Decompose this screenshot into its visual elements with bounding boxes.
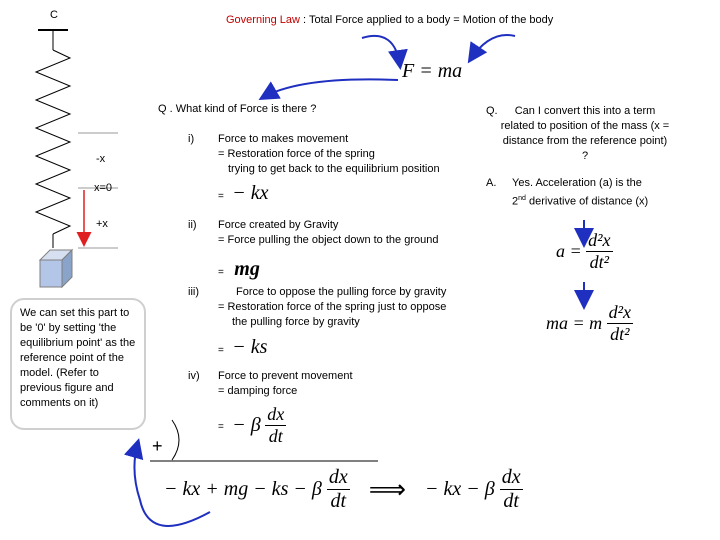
c-label: C: [50, 9, 58, 21]
mass-cube: [40, 250, 72, 287]
force-3-line3: the pulling force by gravity: [232, 316, 360, 328]
force-1-eq-prefix: =: [218, 191, 224, 202]
right-a-ordinal-sup: nd: [518, 195, 526, 202]
force-4-line2: = damping force: [218, 385, 298, 397]
governing-law-label: Governing Law: [226, 14, 300, 26]
question-title: Q . What kind of Force is there ?: [158, 103, 317, 115]
force-3-line2: = Restoration force of the spring just to oppose: [218, 301, 447, 313]
law-arrow-right: [470, 35, 515, 60]
force-2-eq: [218, 258, 260, 281]
force-1-line3: trying to get back to the equilibrium position: [228, 163, 440, 175]
sum-brace: [172, 420, 179, 460]
spring-coil: [36, 50, 70, 234]
force-2-line1: Force created by Gravity: [218, 219, 339, 231]
sum-eq-rhs-num: dx: [501, 466, 521, 488]
force-1-line2: = Restoration force of the spring: [218, 148, 375, 160]
force-1-eq: [218, 182, 269, 205]
governing-law-text: : Total Force applied to a body = Motion of the body: [300, 14, 554, 26]
sum-eq-lhs-den: dt: [330, 490, 347, 512]
note-text: We can set this part to be '0' by setting 'the equilibrium point' as the reference point of the model. (Refer to previous figure and comments on it): [20, 307, 136, 409]
right-a-line2-rest: derivative of distance (x): [525, 195, 649, 208]
force-2-desc: [218, 218, 478, 248]
right-a-text: [512, 176, 682, 210]
sum-plus: +: [152, 436, 163, 456]
force-4-eq-prefix: =: [218, 421, 224, 433]
fma-equation: F = ma: [402, 60, 463, 82]
governing-law: [226, 13, 626, 28]
label-neg-x: -x: [96, 153, 106, 165]
force-accel-eq-den: dt²: [610, 324, 630, 344]
force-4-eq-num: dx: [267, 404, 285, 424]
force-1-desc: [218, 132, 478, 177]
force-2-eq-value: mg: [234, 258, 260, 280]
sum-eq-lhs: − kx + mg − ks − β: [164, 478, 322, 500]
label-x-zero: x=0: [94, 182, 113, 194]
accel-eq-num: d²x: [588, 230, 611, 250]
force-3-number: iii): [188, 286, 199, 298]
implies-arrow: ⟹: [368, 474, 406, 504]
force-3-eq-prefix: =: [218, 345, 224, 356]
law-arrow-left: [362, 36, 400, 66]
force-4-eq-fraction: [265, 404, 286, 447]
force-1-eq-value: − kx: [232, 182, 269, 204]
sum-eq-rhs-fraction: [500, 466, 523, 513]
right-a-label: A.: [486, 177, 497, 189]
force-3-eq-value: − ks: [232, 336, 268, 358]
force-accel-eq-num: d²x: [608, 302, 632, 322]
force-accel-eq-fraction: [607, 302, 633, 345]
question-arrow: [262, 79, 398, 98]
force-4-eq-minus: − β: [232, 414, 261, 436]
right-a-line1: Yes. Acceleration (a) is the: [512, 177, 642, 189]
accel-eq-den: dt²: [589, 252, 610, 272]
sum-eq-lhs-fraction: [327, 466, 350, 513]
force-accel-equation: [546, 302, 633, 345]
force-4-eq-den: dt: [268, 426, 283, 446]
note-box: [10, 298, 146, 430]
force-3-line1: Force to oppose the pulling force by gravity: [236, 286, 447, 298]
force-4-number: iv): [188, 370, 200, 382]
force-4-line1: Force to prevent movement: [218, 370, 353, 382]
force-2-line2: = Force pulling the object down to the ground: [218, 234, 439, 246]
right-a-ordinal: 2: [512, 195, 519, 208]
right-q-text: Can I convert this into a term related to position of the mass (x = distance from the reference point) ?: [500, 105, 670, 162]
right-a-line2: [512, 191, 682, 210]
force-accel-eq-lhs: ma = m: [546, 313, 603, 333]
accel-eq-lhs: a =: [556, 241, 582, 261]
accel-equation: [556, 230, 613, 273]
force-2-number: ii): [188, 219, 197, 231]
label-pos-x: +x: [96, 218, 108, 230]
force-2-eq-prefix: =: [218, 267, 224, 278]
force-1-number: i): [188, 133, 195, 145]
force-3-desc: [218, 285, 478, 330]
force-3-eq: [218, 336, 267, 359]
sum-equation: [164, 466, 523, 513]
force-1-line1: Force to makes movement: [218, 133, 349, 145]
force-4-desc: [218, 369, 478, 399]
accel-eq-fraction: [586, 230, 612, 273]
sum-eq-rhs-den: dt: [503, 490, 519, 512]
sum-eq-lhs-num: dx: [328, 466, 348, 488]
right-q-label: Q.: [486, 105, 498, 117]
force-4-eq: [218, 404, 286, 447]
sum-eq-rhs: − kx − β: [424, 478, 495, 500]
